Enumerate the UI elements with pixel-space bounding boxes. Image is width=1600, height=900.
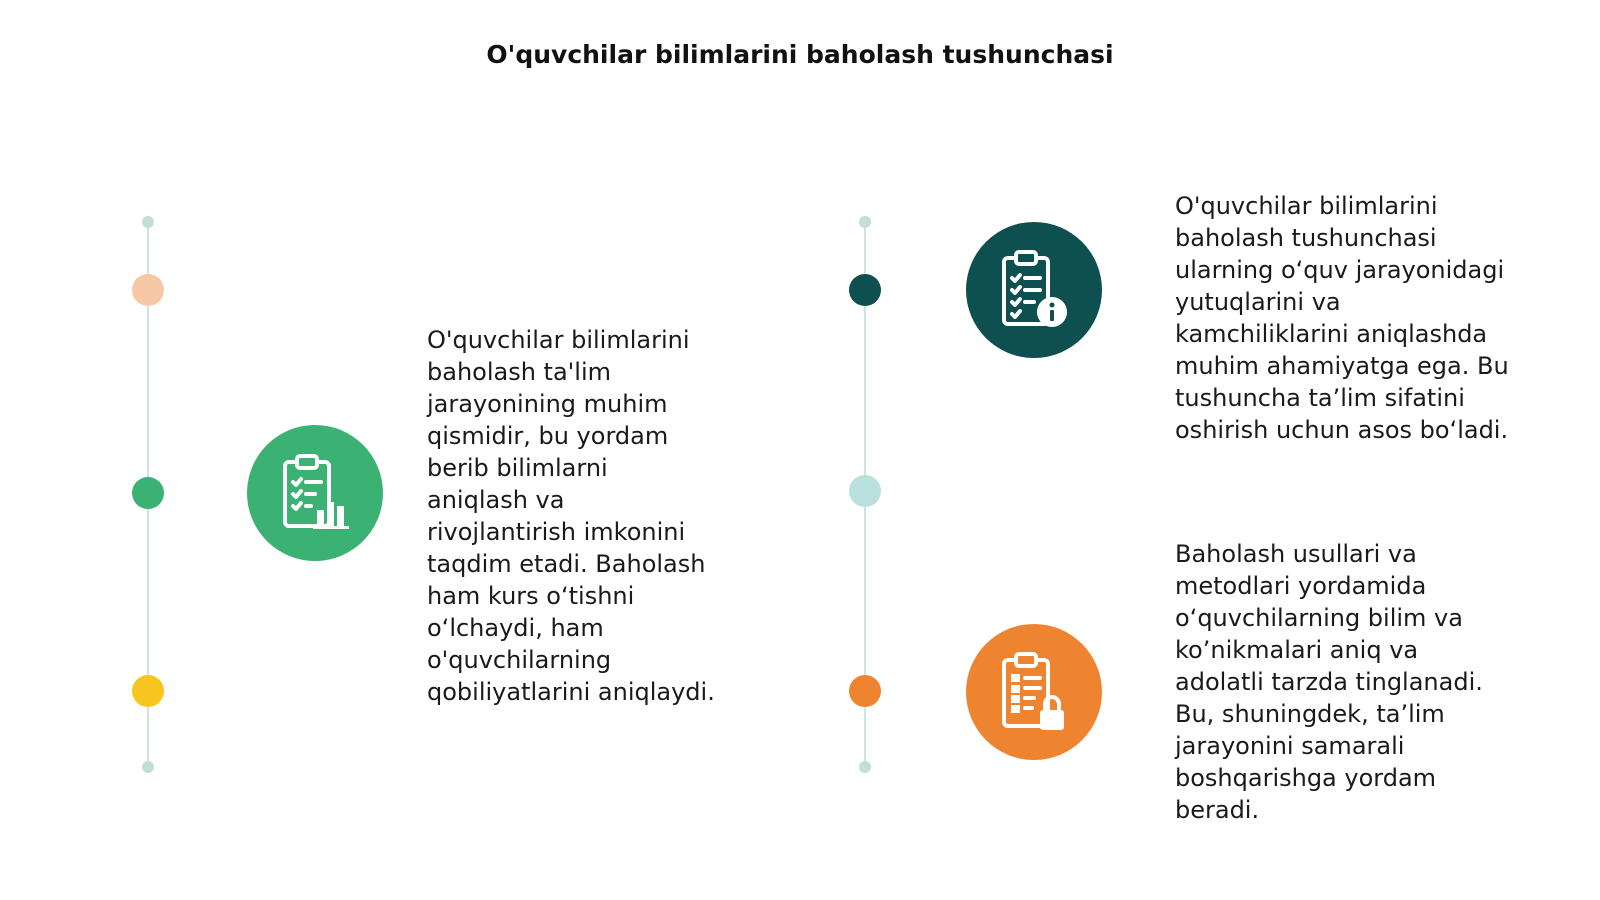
- right-top-description: O'quvchilar bilimlarini baholash tushunchasi ularning o‘quv jarayonidagi yutuqlarini va kamchiliklarini aniqlashda muhim ahamiyatga ega. Bu tushuncha ta’lim sifatini oshirish uchun asos bo‘ladi.: [1175, 192, 1509, 444]
- timeline-marker-yellow: [132, 675, 164, 707]
- timeline-marker-orange: [849, 675, 881, 707]
- clipboard-lock-icon: [998, 652, 1070, 732]
- left-description: O'quvchilar bilimlarini baholash ta'lim jarayonining muhim qismidir, bu yordam berib bilimlarni aniqlash va rivojlantirish imkonini taqdim etadi. Baholash ham kurs o‘tishni o‘lchaydi, ham o'quvchilarning qobiliyatlarini aniqlaydi.: [427, 326, 715, 706]
- clipboard-chart-icon: [279, 454, 351, 532]
- timeline-marker-light-teal: [849, 475, 881, 507]
- timeline-marker-dark-teal: [849, 274, 881, 306]
- icon-circle-green: [247, 425, 383, 561]
- timeline-endpoint: [142, 216, 154, 228]
- right-bottom-description: Baholash usullari va metodlari yordamida o‘quvchilarning bilim va ko’nikmalari aniq va adolatli tarzda tinglanadi. Bu, shuningdek, ta’lim jarayonini samarali boshqarishga yordam beradi.: [1175, 540, 1483, 824]
- timeline-marker-peach: [132, 274, 164, 306]
- icon-circle-orange: [966, 624, 1102, 760]
- clipboard-info-icon: [998, 250, 1070, 330]
- timeline-endpoint: [142, 761, 154, 773]
- timeline-endpoint: [859, 761, 871, 773]
- icon-circle-dark-teal: [966, 222, 1102, 358]
- timeline-marker-green: [132, 477, 164, 509]
- timeline-endpoint: [859, 216, 871, 228]
- page-title: O'quvchilar bilimlarini baholash tushunchasi: [486, 40, 1114, 69]
